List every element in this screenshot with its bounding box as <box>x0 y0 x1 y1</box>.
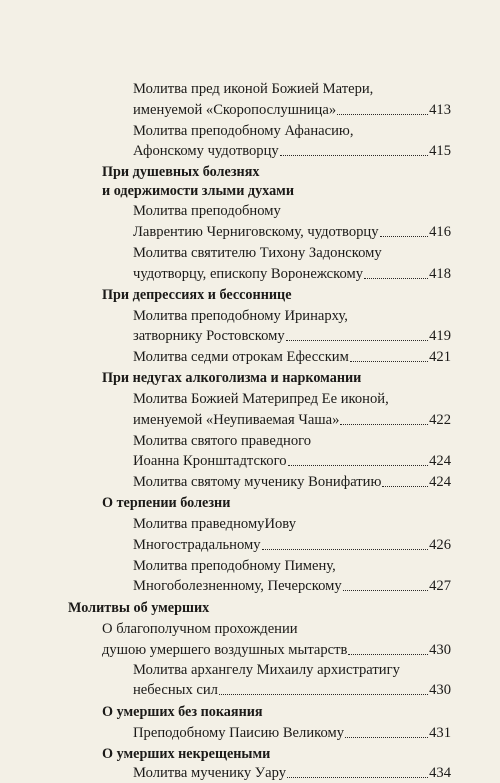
toc-entry-line <box>133 326 451 346</box>
page-number: 431 <box>429 725 451 741</box>
entry-text: именуемой «Скоропослушница» <box>133 102 337 118</box>
entry-text: душою умершего воздушных мытарств <box>102 642 348 658</box>
page-number: 416 <box>429 224 451 240</box>
dot-leader <box>286 326 428 341</box>
entry-text: Молитва святого праведного <box>133 433 312 449</box>
entry-text: При депрессиях и бессоннице <box>102 287 292 303</box>
section-heading <box>102 493 230 513</box>
entry-text: При душевных болезнях <box>102 164 260 180</box>
dot-leader <box>380 222 429 237</box>
dot-leader <box>343 576 428 591</box>
toc-entry-line <box>102 640 451 660</box>
entry-text: О благополучном прохождении <box>102 621 298 637</box>
entry-text: Молитва преподобному Иринарху, <box>133 308 348 324</box>
toc-entry-line <box>133 389 389 409</box>
toc-entry-line <box>133 680 451 700</box>
entry-text: затворнику Ростовскому <box>133 328 285 344</box>
entry-text: Молитва пред иконой Божией Матери, <box>133 81 374 97</box>
page-number: 413 <box>429 102 451 118</box>
entry-text: При недугах алкоголизма и наркомании <box>102 370 362 386</box>
entry-text: Молитва мученику Уару <box>133 765 287 781</box>
toc-entry-line <box>133 514 296 534</box>
dot-leader <box>382 472 428 487</box>
toc-entry-line <box>133 100 451 120</box>
entry-text: О умерших без покаяния <box>102 704 263 720</box>
toc-entry-line <box>133 431 311 451</box>
page-number: 424 <box>429 453 451 469</box>
dot-leader <box>348 640 428 655</box>
toc-entry-line <box>133 451 451 471</box>
entry-text: Молитвы об умерших <box>68 600 210 616</box>
entry-text: Молитва праведномуИову <box>133 516 296 532</box>
entry-text: Молитва архангелу Михаилу архистратигу <box>133 662 400 678</box>
entry-text: Молитва святителю Тихону Задонскому <box>133 245 382 261</box>
entry-text: Молитва святому мученику Вонифатию <box>133 474 382 490</box>
entry-text: и одержимости злыми духами <box>102 183 295 199</box>
entry-text: Молитва Божией Материпред Ее иконой, <box>133 391 389 407</box>
dot-leader <box>340 410 428 425</box>
entry-text: Иоанна Кронштадтского <box>133 453 287 469</box>
toc-entry-line <box>133 306 348 326</box>
entry-text: Лаврентию Черниговскому, чудотворцу <box>133 224 379 240</box>
page-number: 426 <box>429 537 451 553</box>
section-heading <box>102 702 263 722</box>
entry-text: О умерших некрещеными <box>102 746 271 762</box>
toc-entry-line <box>133 723 451 743</box>
section-heading <box>102 744 270 764</box>
dot-leader <box>350 347 428 362</box>
toc-entry-line <box>133 472 451 492</box>
toc-entry-line <box>102 619 298 639</box>
toc-entry-line <box>133 79 373 99</box>
entry-text: Молитва седми отрокам Ефесским <box>133 349 349 365</box>
toc-entry-line <box>133 222 451 242</box>
entry-text: небесных сил <box>133 682 218 698</box>
page-number: 418 <box>429 266 451 282</box>
page-number: 415 <box>429 143 451 159</box>
page-number: 427 <box>429 578 451 594</box>
section-heading <box>68 598 209 618</box>
dot-leader <box>287 763 428 778</box>
toc-entry-line <box>133 121 353 141</box>
entry-text: Молитва преподобному Афанасию, <box>133 123 354 139</box>
entry-text: Молитва преподобному Пимену, <box>133 558 336 574</box>
entry-text: именуемой «Неупиваемая Чаша» <box>133 412 340 428</box>
entry-text: Молитва преподобному <box>133 203 281 219</box>
section-heading <box>102 368 361 388</box>
toc-entry-line <box>133 576 451 596</box>
page-number: 430 <box>429 682 451 698</box>
section-heading <box>102 162 259 182</box>
dot-leader <box>280 141 428 156</box>
entry-text: Многострадальному <box>133 537 261 553</box>
section-heading <box>102 285 292 305</box>
page-number: 422 <box>429 412 451 428</box>
dot-leader <box>345 723 428 738</box>
section-heading <box>102 181 294 201</box>
toc-entry-line <box>133 201 281 221</box>
page-number: 434 <box>429 765 451 781</box>
toc-entry-line <box>133 535 451 555</box>
dot-leader <box>262 535 429 550</box>
toc-entry-line <box>133 660 400 680</box>
dot-leader <box>288 451 429 466</box>
toc-entry-line <box>133 763 451 783</box>
toc-entry-line <box>133 556 336 576</box>
page-number: 430 <box>429 642 451 658</box>
entry-text: Преподобному Паисию Великому <box>133 725 345 741</box>
page-number: 424 <box>429 474 451 490</box>
toc-entry-line <box>133 243 382 263</box>
dot-leader <box>219 680 428 695</box>
dot-leader <box>337 100 428 115</box>
page-number: 419 <box>429 328 451 344</box>
entry-text: О терпении болезни <box>102 495 231 511</box>
page-number: 421 <box>429 349 451 365</box>
dot-leader <box>364 264 428 279</box>
entry-text: Многоболезненному, Печерскому <box>133 578 342 594</box>
toc-entry-line <box>133 347 451 367</box>
toc-entry-line <box>133 141 451 161</box>
toc-entry-line <box>133 264 451 284</box>
entry-text: Афонскому чудотворцу <box>133 143 279 159</box>
toc-entry-line <box>133 410 451 430</box>
entry-text: чудотворцу, епископу Воронежскому <box>133 266 364 282</box>
